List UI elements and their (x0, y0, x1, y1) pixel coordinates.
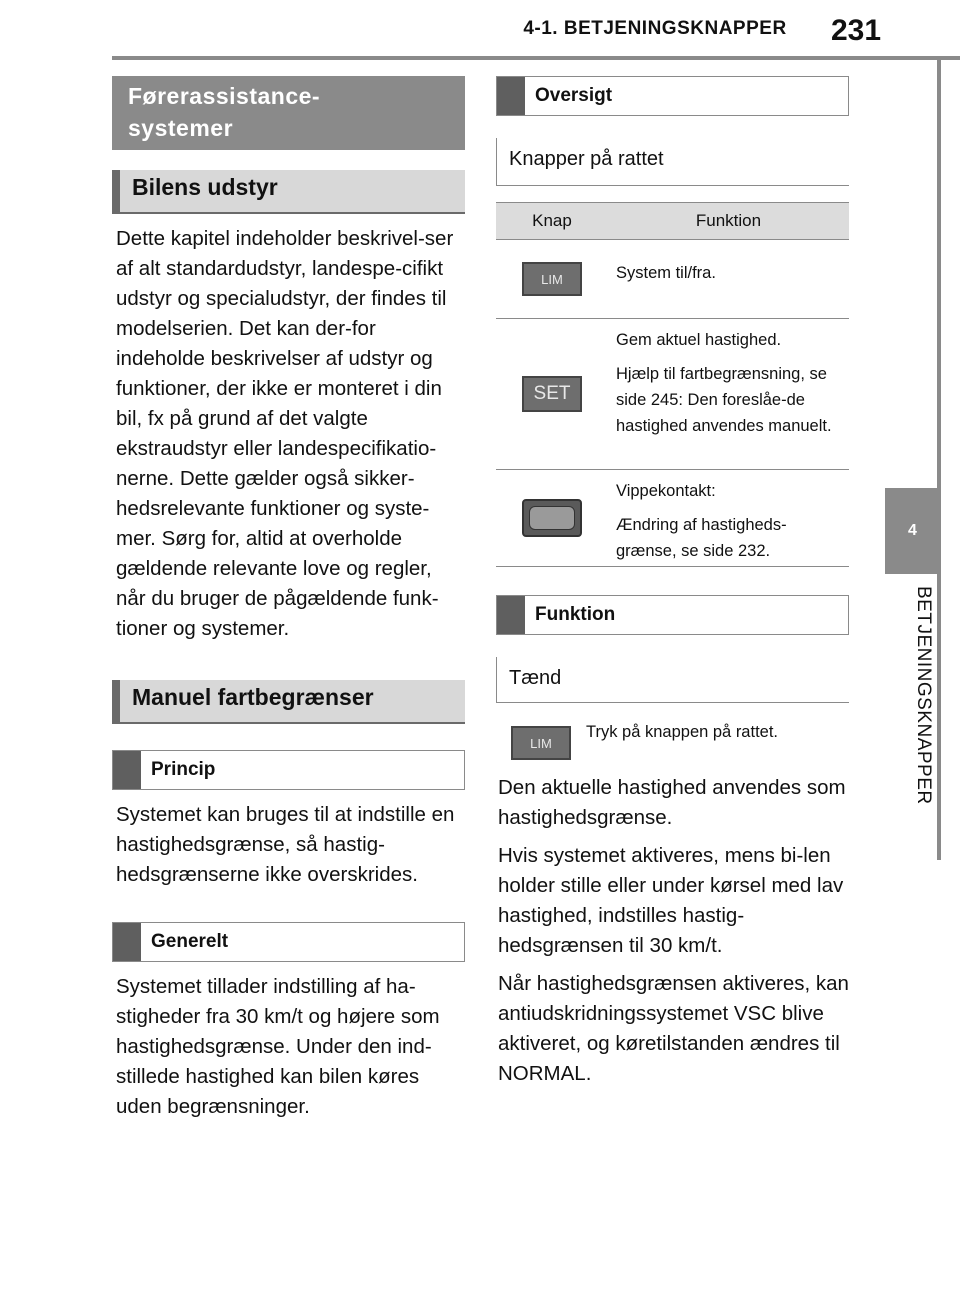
left-column (112, 76, 465, 1130)
buttons-table (496, 202, 849, 567)
heading-generelt-label: Generelt (151, 931, 229, 952)
princip-text: Systemet kan bruges til at indstille en hastighedsgrænse, så hastig-hedsgrænserne ikke overskrides. (116, 803, 455, 886)
heading-princip (112, 750, 465, 790)
row-function-text: Gem aktuel hastighed. (616, 331, 782, 349)
funktion-paragraphs (496, 773, 849, 1089)
step-text: Tryk på knappen på rattet. (586, 723, 778, 741)
heading-marker (497, 596, 525, 634)
heading-oversigt (496, 76, 849, 116)
heading-marker (113, 751, 141, 789)
heading-generelt (112, 922, 465, 962)
step-row (496, 723, 849, 763)
right-column (496, 76, 849, 1097)
table-row (496, 470, 849, 567)
heading-marker (113, 923, 141, 961)
princip-paragraph (112, 800, 465, 890)
heading-bilens-udstyr: Bilens udstyr (112, 170, 465, 214)
page-number: 231 (830, 14, 882, 47)
intro-paragraph (112, 224, 465, 644)
chapter-title-vertical: BETJENINGSKNAPPER (913, 586, 934, 805)
row-function-text: System til/fra. (616, 264, 716, 282)
heading-funktion-label: Funktion (535, 604, 616, 625)
funktion-text-2: Hvis systemet aktiveres, mens bi-len holder stille eller under kørsel med lav hastighed, indstilles hastig-hedsgrænsen til 30 km/t. (498, 844, 844, 957)
heading-forerassistance: Førerassistance- systemer (112, 76, 465, 150)
row-function-text: Ændring af hastigheds-grænse, se side 232. (616, 516, 787, 560)
side-tab-bar (937, 60, 941, 860)
row-function-text: Vippekontakt: (616, 482, 716, 500)
lim-button-icon: LIM (522, 262, 582, 296)
col-header-funktion: Funktion (695, 211, 762, 230)
row-function-text: Hjælp til fartbegrænsning, se side 245: Den foreslåe-de hastighed anvendes manuelt. (616, 365, 832, 435)
funktion-text-1: Den aktuelle hastighed anvendes som hastighedsgrænse. (498, 776, 846, 829)
header-rule (112, 56, 960, 60)
subheading-knapper: Knapper på rattet (496, 138, 849, 186)
section-title: 4-1. BETJENINGSKNAPPER (523, 18, 787, 39)
heading-marker (497, 77, 525, 115)
heading-oversigt-label: Oversigt (535, 85, 613, 106)
col-header-knap: Knap (532, 211, 572, 230)
generelt-text: Systemet tillader indstilling af ha-stigheder fra 30 km/t og højere som hastighedsgrænse. Under den ind-stillede hastighed kan bilen køres uden begrænsninger. (116, 975, 440, 1118)
funktion-text-3: Når hastighedsgrænsen aktiveres, kan antiudskridningssystemet VSC blive aktiveret, og køretilstanden ændres til NORMAL. (498, 972, 849, 1085)
rocker-switch-knob (529, 506, 575, 530)
generelt-paragraph (112, 972, 465, 1122)
chapter-number-tab: 4 (885, 488, 940, 574)
rocker-switch-icon (522, 499, 582, 537)
heading-princip-label: Princip (151, 759, 216, 780)
table-header (496, 202, 849, 240)
intro-text: Dette kapitel indeholder beskrivel-ser af alt standardudstyr, landespe-cifikt udstyr og specialudstyr, der findes til modelserien. Det kan der-for indeholde beskrivelser af udstyr og funktioner, der ikke er monteret i din bil, fx på grund af det valgte ekstraudstyr eller landespecifikatio-nerne. Dette gælder også sikker-hedsrelevante funktioner og syste-mer. Sørg for, altid at overholde gældende relevante love og regler, når du bruger de pågældende funk-tioner og systemer. (116, 227, 454, 640)
heading-funktion (496, 595, 849, 635)
set-button-icon: SET (522, 376, 582, 412)
lim-button-icon: LIM (511, 726, 571, 760)
table-row (496, 240, 849, 319)
heading-manuel-fartbegraenser: Manuel fartbegrænser (112, 680, 465, 724)
subheading-taend: Tænd (496, 657, 849, 703)
table-row (496, 319, 849, 470)
